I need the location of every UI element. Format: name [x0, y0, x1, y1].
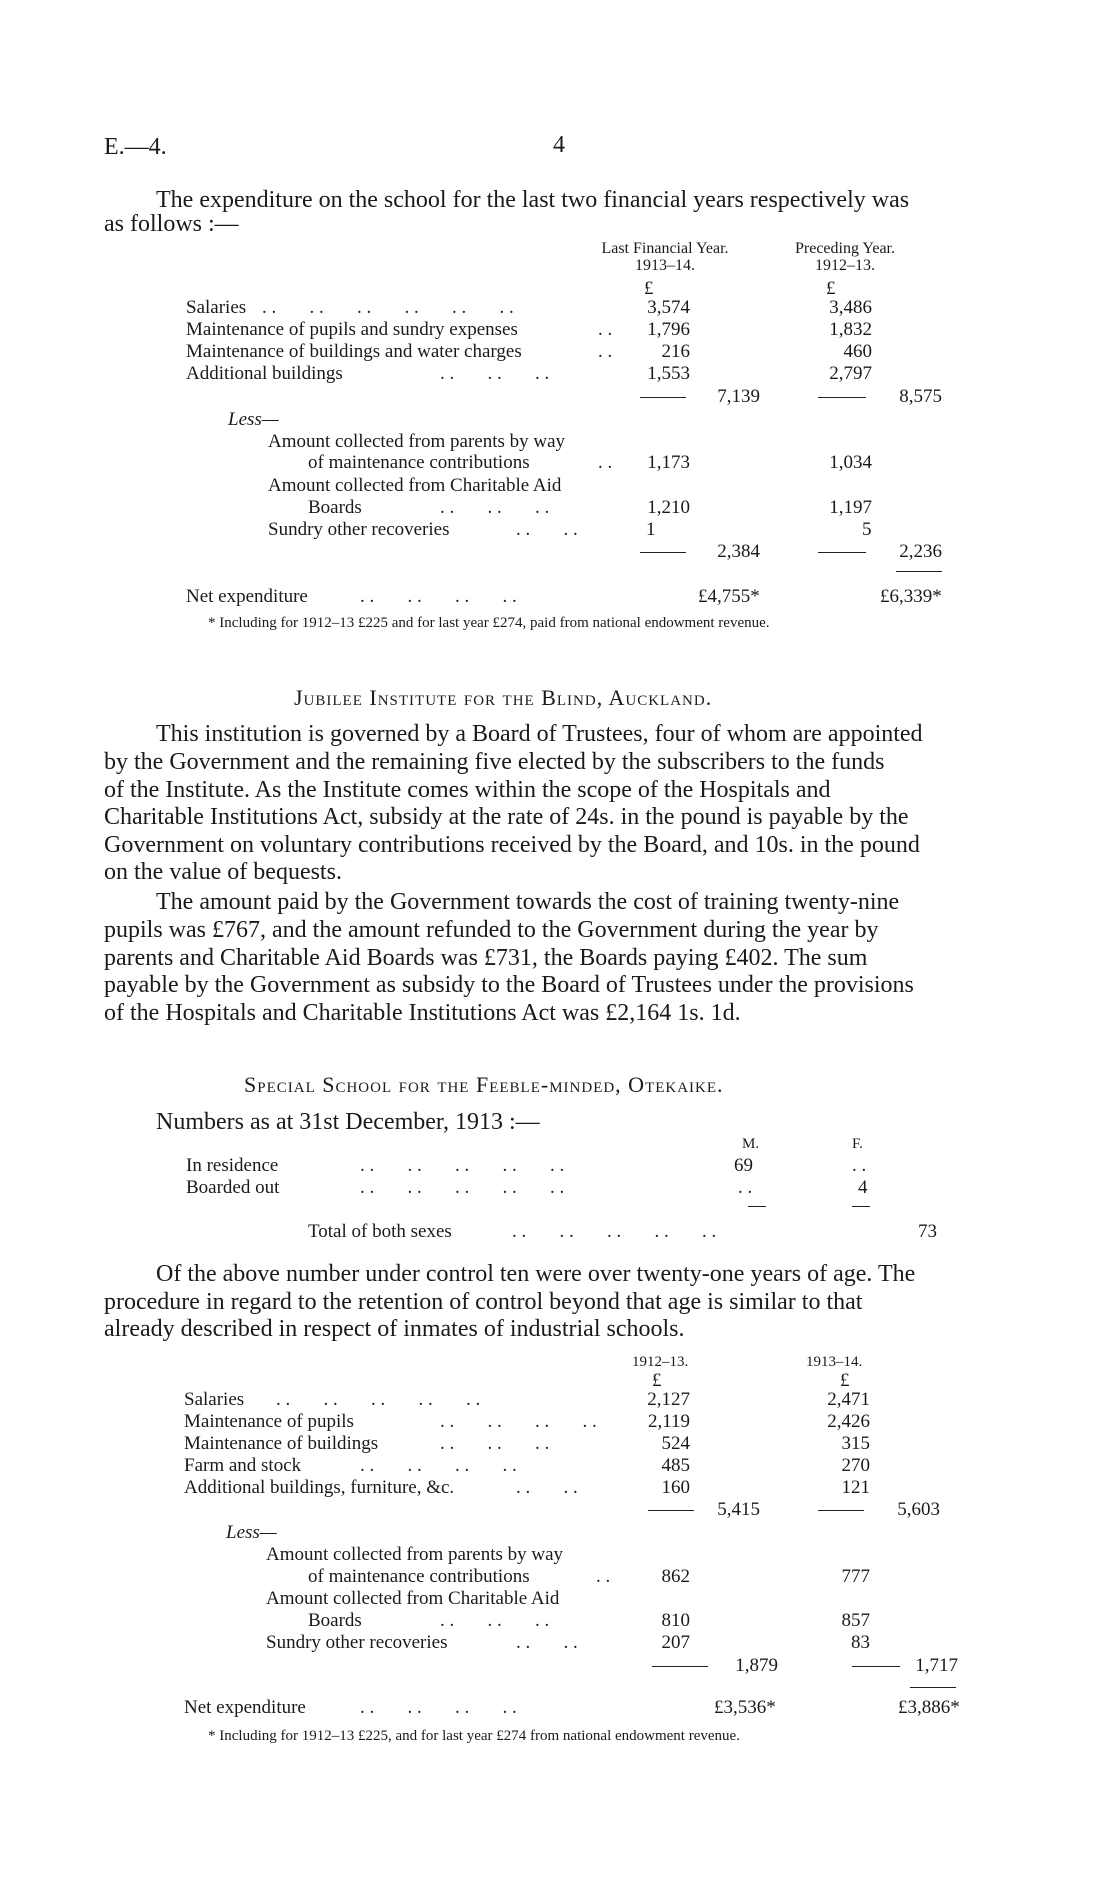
leader-dots: . . . . . . — [440, 497, 550, 518]
section-heading: Special School for the Feeble-minded, Otekaike. — [244, 1072, 724, 1097]
leader-dots: . . . . — [516, 519, 578, 540]
paragraph-line: The amount paid by the Government towards the cost of training twenty-nine — [156, 889, 900, 915]
value-1912-13: 862 — [661, 1566, 690, 1587]
paragraph-line: pupils was £767, and the amount refunded to the Government during the year by — [104, 917, 879, 943]
column-header-1913-14: 1913–14. — [806, 1354, 863, 1370]
total-rule — [910, 1687, 956, 1688]
paragraph-line: procedure in regard to the retention of control beyond that age is similar to that — [104, 1289, 863, 1315]
dash-rule — [852, 1206, 870, 1207]
row-label: Maintenance of buildings — [184, 1433, 379, 1454]
paragraph-line: already described in respect of inmates of industrial schools. — [104, 1316, 685, 1342]
less-row-label: of maintenance contributions — [308, 452, 530, 473]
column-header-year: 1912–13. — [815, 257, 875, 274]
leader-dots: . . . . . . . . — [360, 1455, 517, 1476]
page-number: 4 — [553, 132, 565, 158]
leader-dots: . . . . . . . . . . — [360, 1177, 565, 1198]
row-label: Maintenance of buildings and water charges — [186, 341, 522, 362]
less-row-label: Boards — [308, 497, 362, 518]
value-preceding-year: 5 — [862, 519, 872, 540]
less-row-label: Sundry other recoveries — [266, 1632, 448, 1653]
value-1912-13: 207 — [661, 1632, 690, 1653]
less-heading: Less— — [226, 1522, 277, 1543]
intro-line-2: as follows :— — [104, 211, 239, 237]
value-last-year: 1,173 — [647, 452, 690, 473]
leader-dots: . . . . . . . . — [360, 586, 517, 607]
leader-dots: . . . . . . . . . . — [360, 1155, 565, 1176]
less-row-label: of maintenance contributions — [308, 1566, 530, 1587]
paragraph-line: Government on voluntary contributions received by the Board, and 10s. in the pound — [104, 832, 920, 858]
column-header-year: 1913–14. — [635, 257, 695, 274]
less-row-label: Amount collected from parents by way — [268, 431, 566, 452]
value-1912-13: 524 — [661, 1433, 690, 1454]
subtotal-last-year: 2,384 — [717, 541, 760, 562]
value-1913-14: 270 — [841, 1455, 870, 1476]
value-female: 4 — [858, 1177, 868, 1198]
value-1912-13: 810 — [661, 1610, 690, 1631]
net-expenditure-label: Net expenditure — [186, 586, 308, 607]
pound-sign: £ — [826, 278, 836, 299]
value-last-year: 1,210 — [647, 497, 690, 518]
leader-dots: . . — [598, 452, 613, 473]
total-rule — [896, 571, 942, 572]
value-last-year: 1,553 — [647, 363, 690, 384]
footnote: * Including for 1912–13 £225 and for last year £274, paid from national endowment revenue. — [208, 615, 770, 631]
dash-rule — [748, 1206, 766, 1207]
less-row-label: Sundry other recoveries — [268, 519, 450, 540]
value-preceding-year: 3,486 — [829, 297, 872, 318]
value-last-year: 1 — [646, 519, 656, 540]
value-female: . . — [852, 1155, 867, 1176]
less-row-label: Amount collected from Charitable Aid — [268, 475, 562, 496]
leader-dots: . . . . . . . . — [360, 1697, 517, 1718]
leader-dots: . . . . . . — [440, 363, 550, 384]
dash-rule — [818, 397, 866, 398]
subtotal-preceding-year: 2,236 — [899, 541, 942, 562]
less-row-label: Amount collected from Charitable Aid — [266, 1588, 560, 1609]
value-1913-14: 777 — [841, 1566, 870, 1587]
column-header-label: Last Financial Year. — [601, 240, 729, 257]
subtotal-1912-13: 5,415 — [717, 1499, 760, 1520]
intro-line-1: The expenditure on the school for the last two financial years respectively was — [156, 187, 910, 213]
value-1913-14: 2,471 — [827, 1389, 870, 1410]
value-1913-14: 857 — [841, 1610, 870, 1631]
total-label: Total of both sexes — [308, 1221, 452, 1242]
row-label: In residence — [186, 1155, 279, 1176]
row-label: Additional buildings, furniture, &c. — [184, 1477, 455, 1498]
pound-sign: £ — [840, 1370, 850, 1391]
value-1912-13: 2,127 — [647, 1389, 690, 1410]
pound-sign: £ — [644, 278, 654, 299]
less-row-label: Boards — [308, 1610, 362, 1631]
value-male: 69 — [734, 1155, 753, 1176]
paragraph-line: of the Hospitals and Charitable Institutions Act was £2,164 1s. 1d. — [104, 1000, 741, 1026]
paragraph-line: parents and Charitable Aid Boards was £731, the Boards paying £402. The sum — [104, 945, 868, 971]
value-preceding-year: 1,832 — [829, 319, 872, 340]
leader-dots: . . — [598, 319, 613, 340]
column-header-preceding-year — [770, 240, 920, 274]
column-header-last-year — [580, 240, 750, 274]
value-last-year: 1,796 — [647, 319, 690, 340]
column-header-male: M. — [742, 1136, 760, 1152]
row-label: Salaries — [186, 297, 247, 318]
value-1913-14: 2,426 — [827, 1411, 870, 1432]
net-expenditure-label: Net expenditure — [184, 1697, 306, 1718]
value-last-year: 216 — [661, 341, 690, 362]
leader-dots: . . . . — [516, 1632, 578, 1653]
leader-dots: . . . . . . . . . . — [512, 1221, 717, 1242]
value-1912-13: 485 — [661, 1455, 690, 1476]
value-1913-14: 83 — [851, 1632, 870, 1653]
paragraph-line: This institution is governed by a Board of Trustees, four of whom are appointed — [156, 721, 923, 747]
paragraph-line: Of the above number under control ten were over twenty-one years of age. The — [156, 1261, 916, 1287]
row-label: Maintenance of pupils and sundry expenses — [186, 319, 518, 340]
dash-rule — [818, 552, 866, 553]
less-heading: Less— — [228, 409, 279, 430]
value-preceding-year: 1,034 — [829, 452, 872, 473]
value-1913-14: 315 — [841, 1433, 870, 1454]
row-label: Additional buildings — [186, 363, 343, 384]
leader-dots: . . . . . . . . . . — [276, 1389, 481, 1410]
value-1912-13: 160 — [661, 1477, 690, 1498]
subtotal-1912-13: 1,879 — [735, 1655, 778, 1676]
leader-dots: . . . . . . — [440, 1433, 550, 1454]
row-label: Maintenance of pupils — [184, 1411, 354, 1432]
leader-dots: . . — [598, 341, 613, 362]
paragraph-line: of the Institute. As the Institute comes within the scope of the Hospitals and — [104, 777, 831, 803]
total-value: 73 — [918, 1221, 937, 1242]
net-expenditure-1912-13: £3,536* — [714, 1697, 776, 1718]
leader-dots: . . . . . . . . — [440, 1411, 597, 1432]
subtotal-preceding-year: 8,575 — [899, 386, 942, 407]
net-expenditure-1913-14: £3,886* — [898, 1697, 960, 1718]
value-preceding-year: 2,797 — [829, 363, 872, 384]
dash-rule — [818, 1510, 864, 1511]
numbers-title: Numbers as at 31st December, 1913 :— — [156, 1109, 540, 1135]
leader-dots: . . . . . . . . . . . . — [262, 297, 514, 318]
leader-dots: . . — [596, 1566, 611, 1587]
net-expenditure-preceding-year: £6,339* — [880, 586, 942, 607]
row-label: Salaries — [184, 1389, 245, 1410]
value-preceding-year: 460 — [843, 341, 872, 362]
net-expenditure-last-year: £4,755* — [698, 586, 760, 607]
leader-dots: . . . . . . — [440, 1610, 550, 1631]
leader-dots: . . . . — [516, 1477, 578, 1498]
section-heading: Jubilee Institute for the Blind, Auckland. — [294, 685, 713, 710]
paragraph-line: Charitable Institutions Act, subsidy at the rate of 24s. in the pound is payable by the — [104, 804, 909, 830]
footnote: * Including for 1912–13 £225, and for last year £274 from national endowment revenue. — [208, 1728, 740, 1744]
paragraph-line: on the value of bequests. — [104, 859, 342, 885]
paragraph-line: payable by the Government as subsidy to the Board of Trustees under the provisions — [104, 972, 914, 998]
column-header-label: Preceding Year. — [795, 240, 895, 257]
column-header-female: F. — [852, 1136, 863, 1152]
paragraph-line: by the Government and the remaining five elected by the subscribers to the funds — [104, 749, 885, 775]
pound-sign: £ — [652, 1370, 662, 1391]
subtotal-1913-14: 1,717 — [915, 1655, 958, 1676]
value-1912-13: 2,119 — [647, 1411, 690, 1432]
subtotal-1913-14: 5,603 — [897, 1499, 940, 1520]
value-male: . . — [738, 1177, 753, 1198]
value-preceding-year: 1,197 — [829, 497, 872, 518]
value-1913-14: 121 — [841, 1477, 870, 1498]
less-row-label: Amount collected from parents by way — [266, 1544, 564, 1565]
row-label: Farm and stock — [184, 1455, 302, 1476]
column-header-1912-13: 1912–13. — [632, 1354, 689, 1370]
document-reference: E.—4. — [104, 134, 167, 160]
row-label: Boarded out — [186, 1177, 280, 1198]
subtotal-last-year: 7,139 — [717, 386, 760, 407]
value-last-year: 3,574 — [647, 297, 690, 318]
